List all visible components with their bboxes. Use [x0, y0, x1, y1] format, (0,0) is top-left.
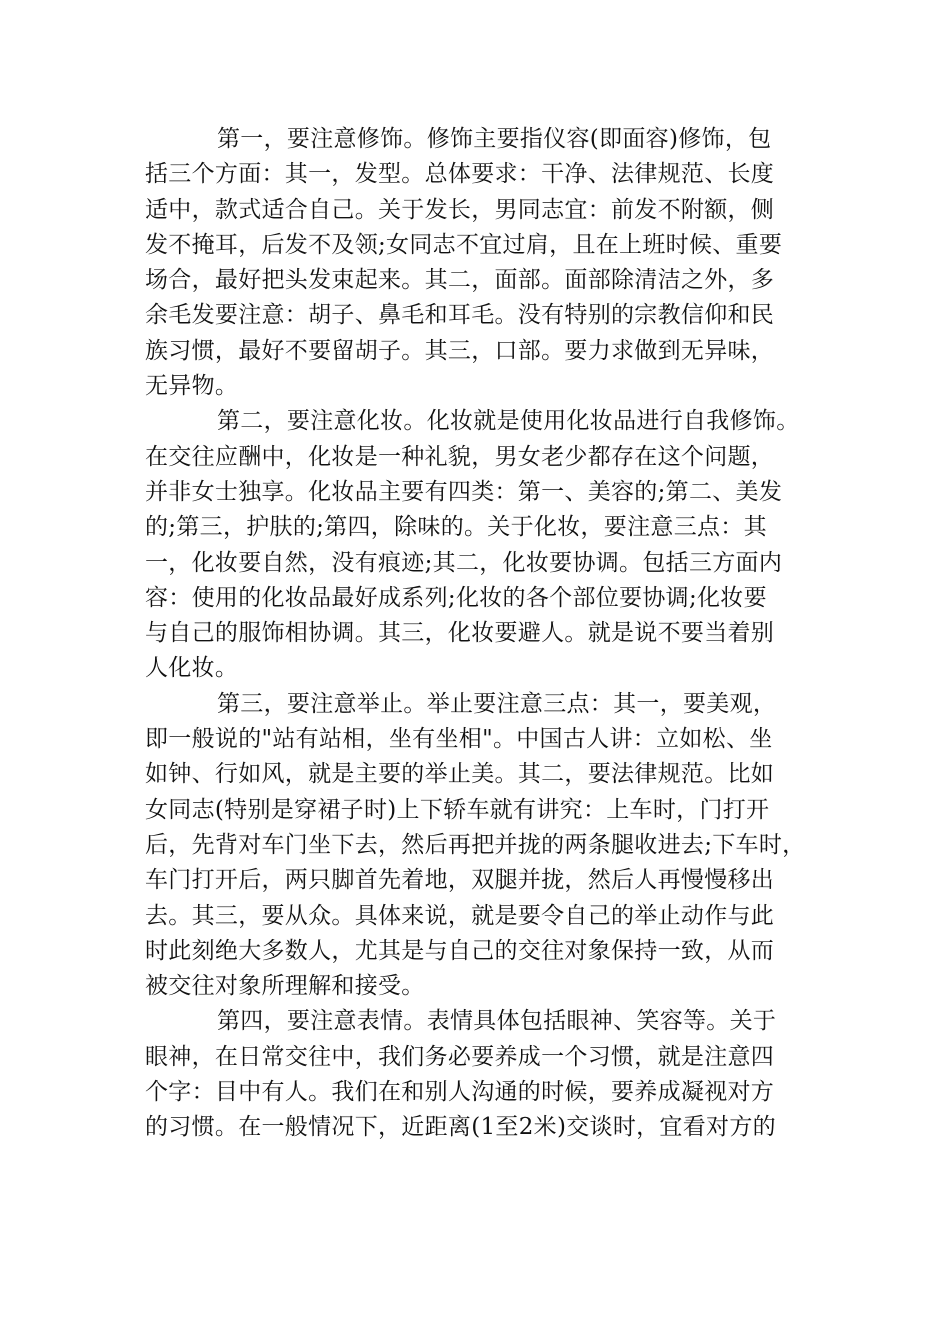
paragraph-behavior: [145, 687, 810, 1005]
paragraph-grooming: [145, 122, 810, 404]
text-line: 容：使用的化妆品最好成系列;化妆的各个部位要协调;化妆要: [145, 584, 767, 611]
text-line: 并非女士独享。化妆品主要有四类：第一、美容的;第二、美发: [145, 478, 783, 505]
text-line: 括三个方面：其一，发型。总体要求：干净、法律规范、长度: [145, 161, 775, 188]
text-line: 被交往对象所理解和接受。: [145, 973, 425, 1000]
text-line: 人化妆。: [145, 655, 239, 682]
text-line: 与自己的服饰相协调。其三，化妆要避人。就是说不要当着别: [145, 620, 775, 647]
text-line: 去。其三，要从众。具体来说，就是要令自己的举止动作与此: [145, 902, 775, 929]
text-line: 女同志(特别是穿裙子时)上下轿车就有讲究：上车时，门打开: [145, 796, 770, 823]
text-line: 后，先背对车门坐下去，然后再把并拢的两条腿收进去;下车时，: [145, 831, 806, 858]
text-line: 无异物。: [145, 373, 239, 400]
text-line: 时此刻绝大多数人，尤其是与自己的交往对象保持一致，从而: [145, 937, 775, 964]
text-line: 的;第三，护肤的;第四，除味的。关于化妆，要注意三点：其: [145, 514, 767, 541]
text-line: 一，化妆要自然，没有痕迹;其二，化妆要协调。包括三方面内: [145, 549, 783, 576]
text-line: 发不掩耳，后发不及领;女同志不宜过肩，且在上班时候、重要: [145, 231, 783, 258]
text-line: 第三，要注意举止。举止要注意三点：其一，要美观，: [217, 690, 777, 717]
text-line: 余毛发要注意：胡子、鼻毛和耳毛。没有特别的宗教信仰和民: [145, 302, 775, 329]
text-line: 第一，要注意修饰。修饰主要指仪容(即面容)修饰，包: [217, 126, 772, 152]
text-line: 场合，最好把头发束起来。其二，面部。面部除清洁之外，多: [145, 267, 775, 294]
document-page: [145, 122, 810, 1146]
text-line: 第二，要注意化妆。化妆就是使用化妆品进行自我修饰。: [217, 408, 800, 435]
text-line: 即一般说的"站有站相，坐有坐相"。中国古人讲：立如松、坐: [145, 726, 773, 753]
text-line: 第四，要注意表情。表情具体包括眼神、笑容等。关于: [217, 1008, 777, 1035]
text-line: 如钟、行如风，就是主要的举止美。其二，要法律规范。比如: [145, 761, 775, 788]
paragraph-makeup: [145, 404, 810, 686]
text-line: 的习惯。在一般情况下，近距离(1至2米)交谈时，宜看对方的: [145, 1114, 776, 1141]
text-line: 族习惯，最好不要留胡子。其三，口部。要力求做到无异味，: [145, 337, 775, 364]
text-line: 适中，款式适合自己。关于发长，男同志宜：前发不附额，侧: [145, 196, 775, 223]
text-line: 个字：目中有人。我们在和别人沟通的时候，要养成凝视对方: [145, 1079, 775, 1106]
text-line: 眼神，在日常交往中，我们务必要养成一个习惯，就是注意四: [145, 1043, 775, 1070]
text-line: 在交往应酬中，化妆是一种礼貌，男女老少都存在这个问题，: [145, 443, 775, 470]
paragraph-expression: [145, 1004, 810, 1145]
text-line: 车门打开后，两只脚首先着地，双腿并拢，然后人再慢慢移出: [145, 867, 775, 894]
